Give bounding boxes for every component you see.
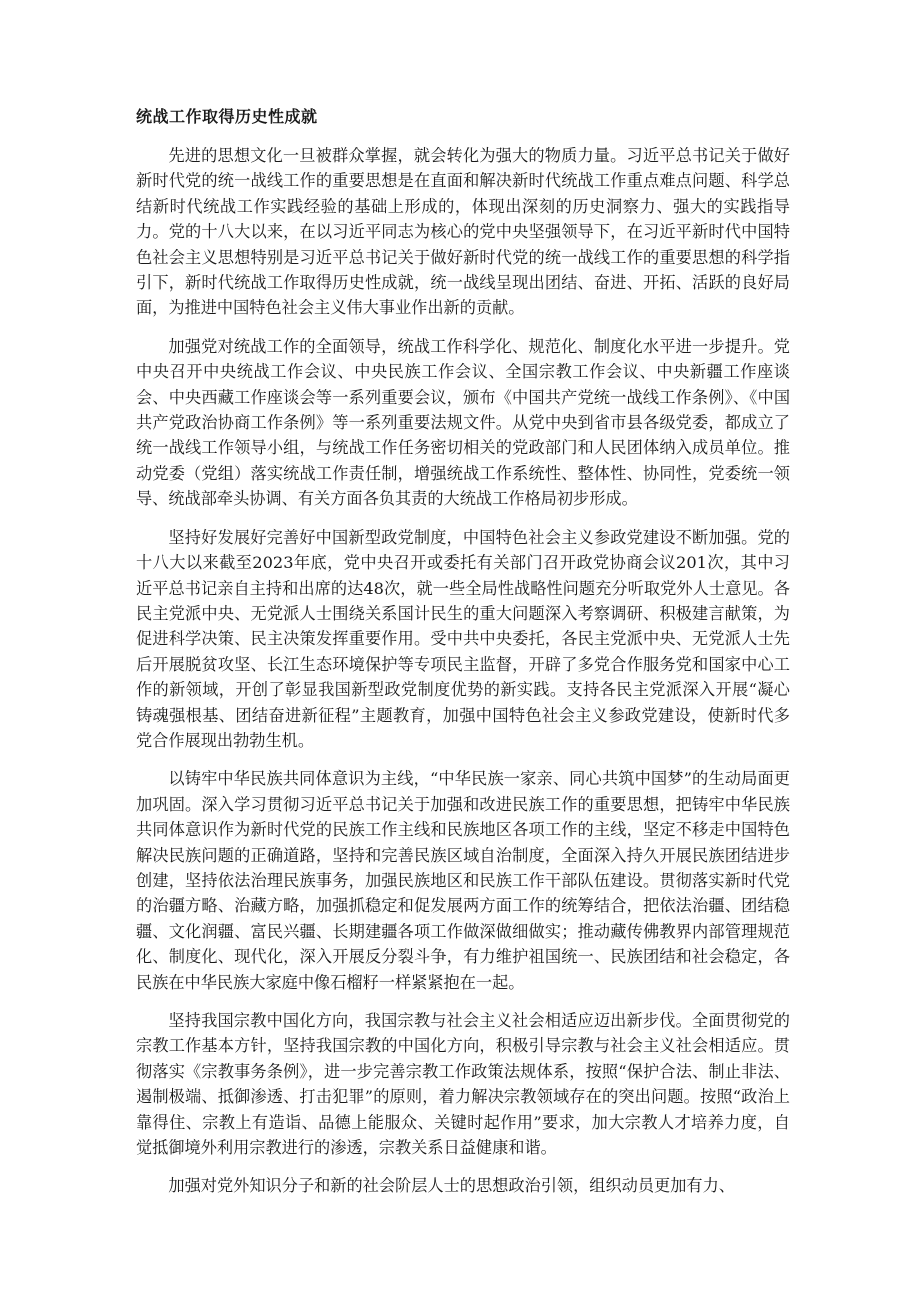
paragraph-4: 以铸牢中华民族共同体意识为主线，“中华民族一家亲、同心共筑中国梦”的生动局面更加巩固。深入学习贯彻习近平总书记关于加强和改进民族工作的重要思想，把铸牢中华民族共同体意识作为新时代党的民族工作主线和民族地区各项工作的主线，坚定不移走中国特色解决民族问题的正确道路，坚持和完善民族区域自治制度，全面深入持久开展民族团结进步创建，坚持依法治理民族事务，加强民族地区和民族工作干部队伍建设。贯彻落实新时代党的治疆方略、治藏方略，加强抓稳定和促发展两方面工作的统筹结合，把依法治疆、团结稳疆、文化润疆、富民兴疆、长期建疆各项工作做深做细做实；推动藏传佛教界内部管理规范化、制度化、现代化，深入开展反分裂斗争，有力维护祖国统一、民族团结和社会稳定，各民族在中华民族大家庭中像石榴籽一样紧紧抱在一起。: [136, 769, 790, 992]
article-title: 统战工作取得历史性成就: [136, 107, 318, 126]
paragraph-5: 坚持我国宗教中国化方向，我国宗教与社会主义社会相适应迈出新步伐。全面贯彻党的宗教工作基本方针，坚持我国宗教的中国化方向，积极引导宗教与社会主义社会相适应。贯彻落实《宗教事务条例》，进一步完善宗教工作政策法规体系，按照“保护合法、制止非法、遏制极端、抵御渗透、打击犯罪”的原则，着力解决宗教领域存在的突出问题。按照“政治上靠得住、宗教上有造诣、品德上能服众、关键时起作用”要求，加大宗教人才培养力度，自觉抵御境外利用宗教进行的渗透，宗教关系日益健康和谐。: [136, 1011, 790, 1158]
paragraph-6: 加强对党外知识分子和新的社会阶层人士的思想政治引领，组织动员更加有力、: [168, 1176, 735, 1196]
paragraph-3: 坚持好发展好完善好中国新型政党制度，中国特色社会主义参政党建设不断加强。党的十八大以来截至2023年底，党中央召开或委托有关部门召开政党协商会议201次，其中习近平总书记亲自主持和出席的达48次，就一些全局性战略性问题充分听取党外人士意见。各民主党派中央、无党派人士围绕关系国计民生的重大问题深入考察调研、积极建言献策，为促进科学决策、民主决策发挥重要作用。受中共中央委托，各民主党派中央、无党派人士先后开展脱贫攻坚、长江生态环境保护等专项民主监督，开辟了多党合作服务党和国家中心工作的新领域，开创了彰显我国新型政党制度优势的新实践。支持各民主党派深入开展“凝心铸魂强根基、团结奋进新征程”主题教育，加强中国特色社会主义参政党建设，使新时代多党合作展现出勃勃生机。: [136, 527, 790, 750]
document-page: [136, 106, 790, 1212]
paragraph-2: 加强党对统战工作的全面领导，统战工作科学化、规范化、制度化水平进一步提升。党中央召开中央统战工作会议、中央民族工作会议、全国宗教工作会议、中央新疆工作座谈会、中央西藏工作座谈会等一系列重要会议，颁布《中国共产党统一战线工作条例》、《中国共产党政治协商工作条例》等一系列重要法规文件。从党中央到省市县各级党委，都成立了统一战线工作领导小组，与统战工作任务密切相关的党政部门和人民团体纳入成员单位。推动党委（党组）落实统战工作责任制，增强统战工作系统性、整体性、协同性，党委统一领导、统战部牵头协调、有关方面各负其责的大统战工作格局初步形成。: [136, 336, 790, 509]
paragraph-1: 先进的思想文化一旦被群众掌握，就会转化为强大的物质力量。习近平总书记关于做好新时代党的统一战线工作的重要思想是在直面和解决新时代统战工作重点难点问题、科学总结新时代统战工作实践经验的基础上形成的，体现出深刻的历史洞察力、强大的实践指导力。党的十八大以来，在以习近平同志为核心的党中央坚强领导下，在习近平新时代中国特色社会主义思想特别是习近平总书记关于做好新时代党的统一战线工作的重要思想的科学指引下，新时代统战工作取得历史性成就，统一战线呈现出团结、奋进、开拓、活跃的良好局面，为推进中国特色社会主义伟大事业作出新的贡献。: [136, 146, 790, 318]
